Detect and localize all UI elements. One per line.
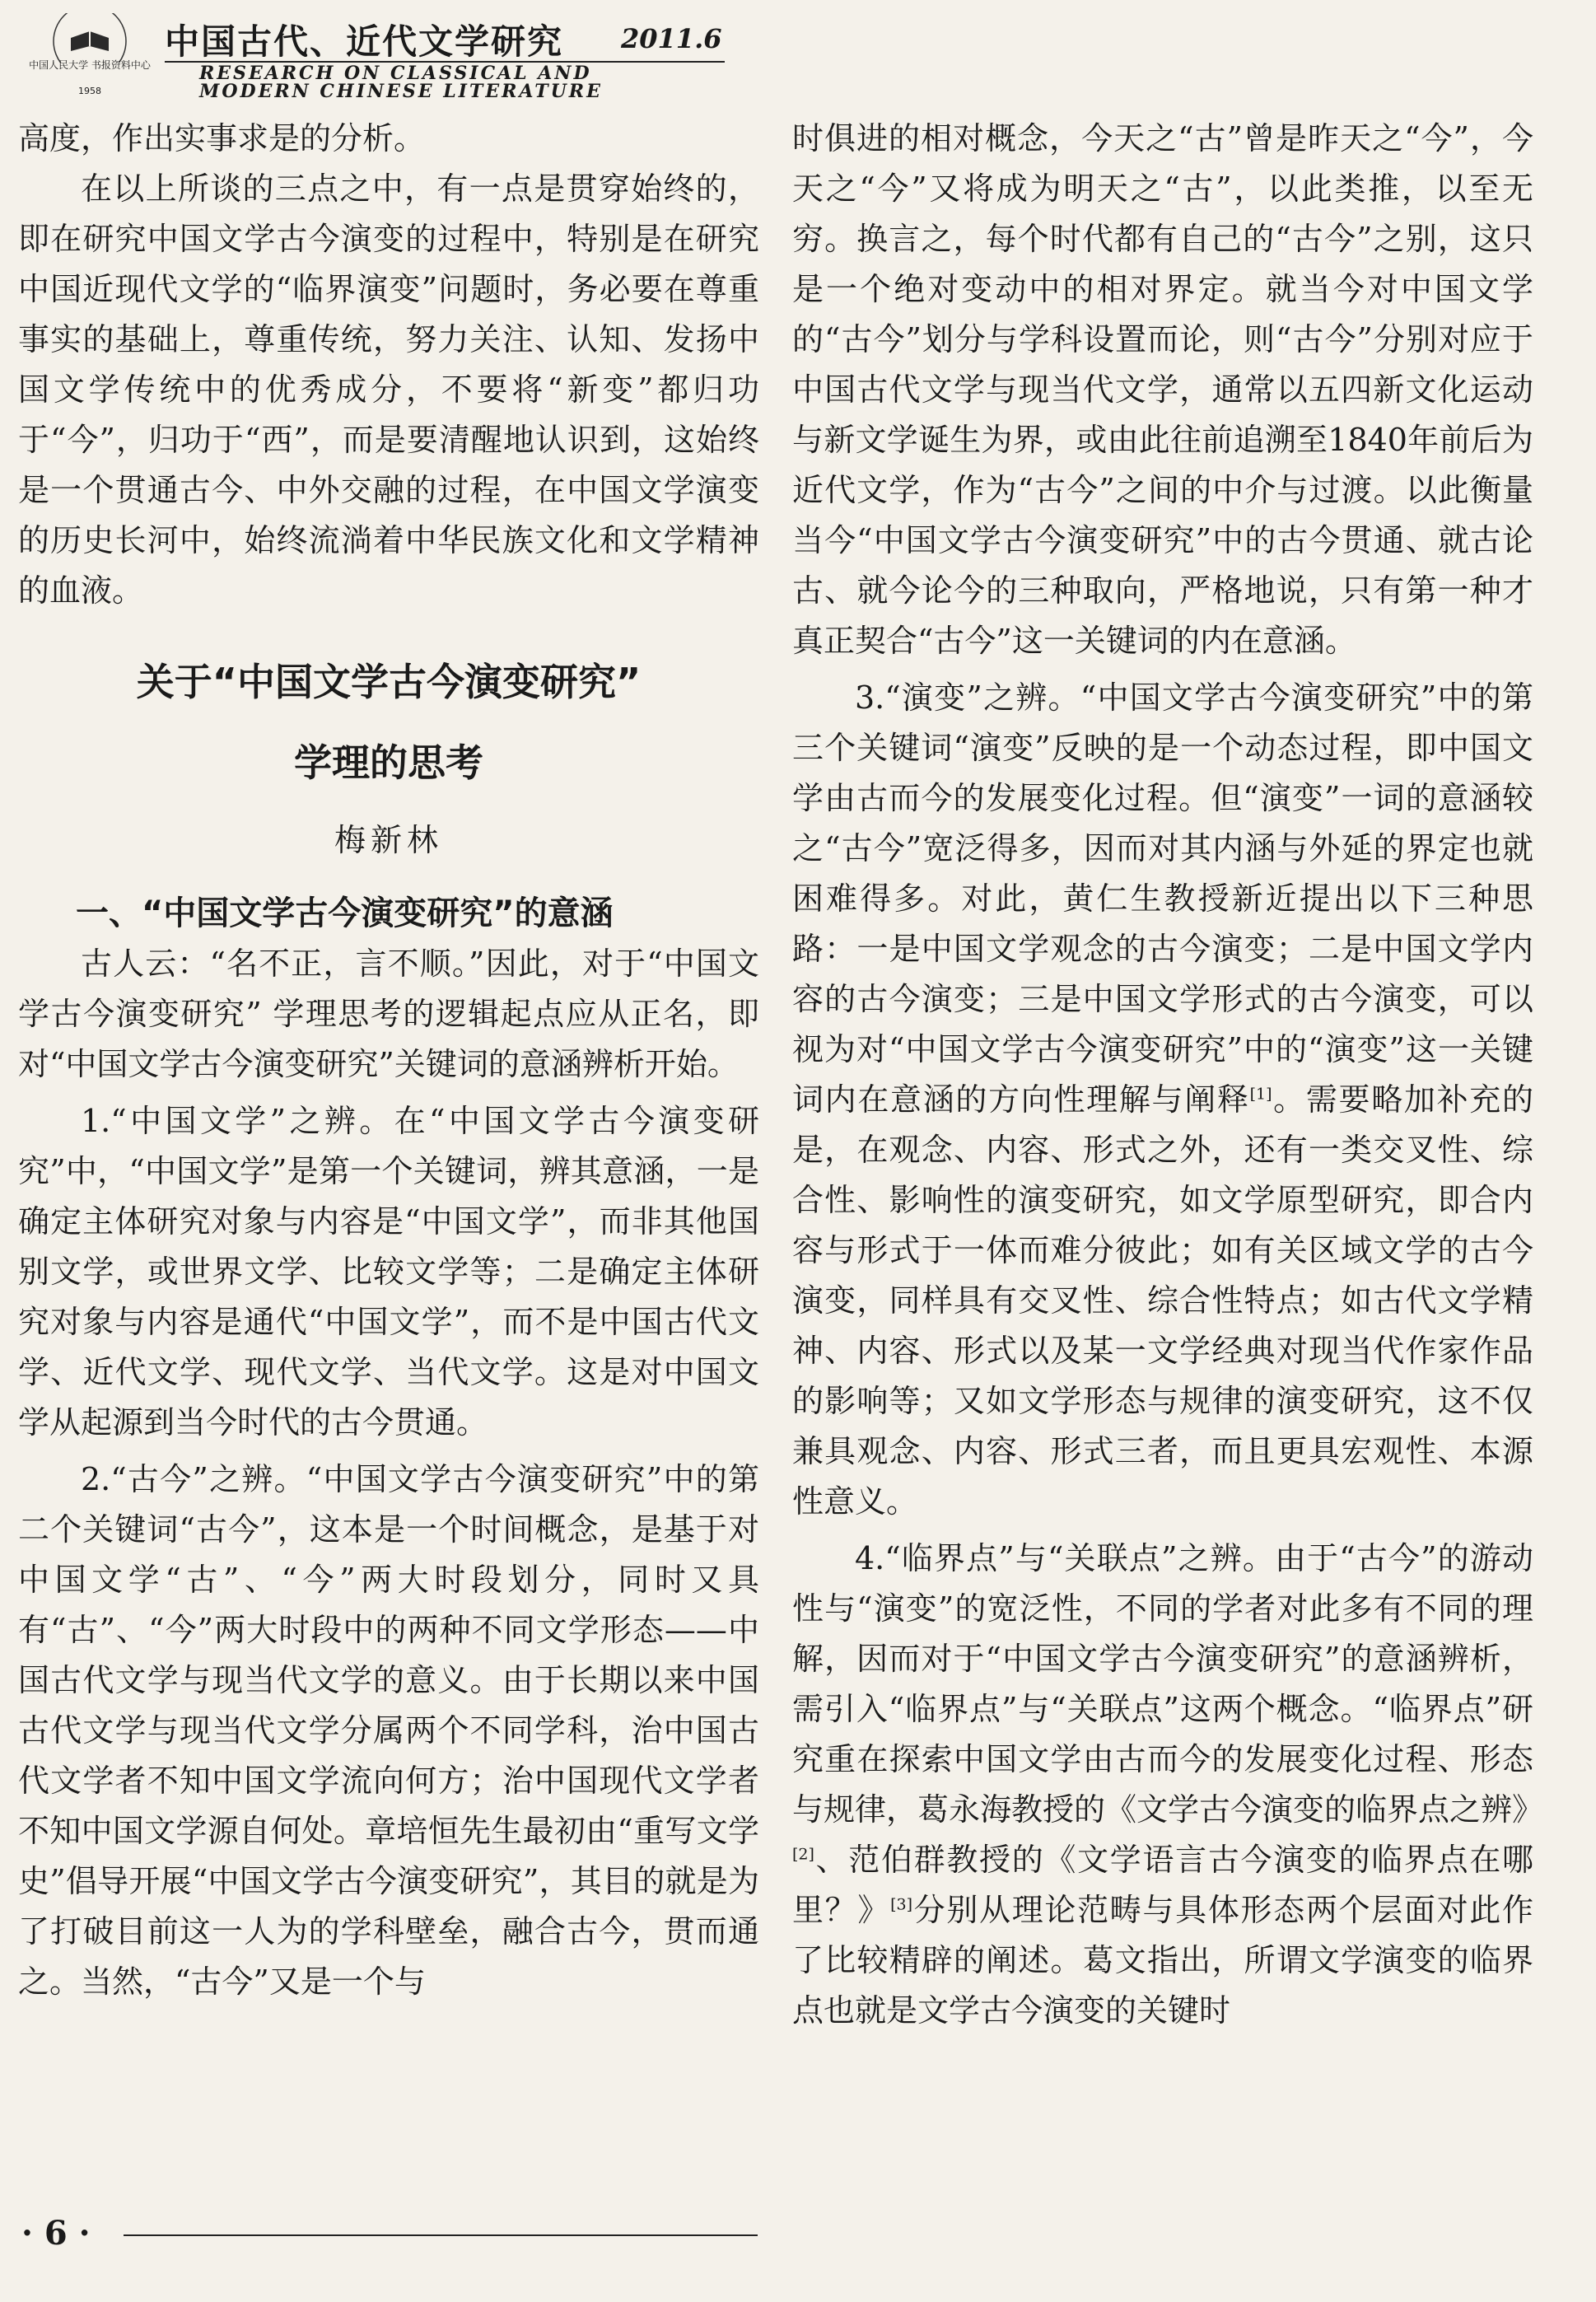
footnote-ref: [1] bbox=[1249, 1085, 1272, 1104]
footnote-ref: [3] bbox=[890, 1895, 912, 1914]
paragraph: 高度，作出实事求是的分析。 bbox=[18, 120, 426, 156]
paragraph: 1.“中国文学”之辨。在“中国文学古今演变研究”中，“中国文学”是第一个关键词，辨其意涵，一是确定主体研究对象与内容是“中国文学”，而非其他国别文学，或世界文学、比较文学等；二是确定主体研究对象与内容是通代“中国文学”，而不是中国古代文学、近代文学、现代文学、当代文学。这是对中国文学从起源到当今时代的古今贯通。 bbox=[18, 1103, 759, 1441]
journal-title-en-line2: MODERN CHINESE LITERATURE bbox=[199, 81, 603, 102]
paragraph-text: 。需要略加补充的是，在观念、内容、形式之外，还有一类交叉性、综合性、影响性的演变研究，如文学原型研究，即合内容与形式于一体而难分彼此；如有关区域文学的古今演变，同样具有交叉性、综合性特点；如古代文学精神、内容、形式以及某一文学经典对现当代作家作品的影响等；又如文学形态与规律的演变研究，这不仅兼具观念、内容、形式三者，而且更具宏观性、本源性意义。 bbox=[792, 1081, 1533, 1520]
article-title: 关于“中国文学古今演变研究” bbox=[136, 660, 642, 704]
library-year: 1958 bbox=[78, 86, 101, 96]
left-column bbox=[18, 114, 759, 2007]
paragraph-text: 4.“临界点”与“关联点”之辨。由于“古今”的游动性与“演变”的宽泛性，不同的学者对此多有不同的理解，因而对于“中国文学古今演变研究”的意涵辨析，需引入“临界点”与“关联点”这两个概念。“临界点”研究重在探索中国文学由古而今的发展变化过程、形态与规律，葛永海教授的《文学古今演变的临界点之辨》 bbox=[792, 1540, 1544, 1828]
paragraph bbox=[792, 673, 1533, 1527]
paragraph: 2.“古今”之辨。“中国文学古今演变研究”中的第二个关键词“古今”，这本是一个时间概念，是基于对中国文学“古”、“今”两大时段划分，同时又具有“古”、“今”两大时段中的两种不同文学形态——中国古代文学与现当代文学的意义。由于长期以来中国古代文学与现当代文学分属两个不同学科，治中国古代文学者不知中国文学流向何方；治中国现代文学者不知中国文学源自何处。章培恒先生最初由“重写文学史”倡导开展“中国文学古今演变研究”，其目的就是为了打破目前这一人为的学科壁垒，融合古今，贯而通之。当然，“古今”又是一个与 bbox=[18, 1461, 759, 2000]
paragraph: 古人云：“名不正，言不顺。”因此，对于“中国文学古今演变研究” 学理思考的逻辑起点应从正名，即对“中国文学古今演变研究”关键词的意涵辨析开始。 bbox=[18, 946, 759, 1082]
paragraph-text: 、范伯群教授的《文学语言古今演变的临界点在哪里？》 bbox=[792, 1842, 1533, 1928]
section-heading: 一、“中国文学古今演变研究”的意涵 bbox=[76, 894, 614, 932]
paragraph: 时俱进的相对概念，今天之“古”曾是昨天之“今”，今天之“今”又将成为明天之“古”，以此类推，以至无穷。换言之，每个时代都有自己的“古今”之别，这只是一个绝对变动中的相对界定。就当今对中国文学的“古今”划分与学科设置而论，则“古今”分别对应于中国古代文学与现当代文学，通常以五四新文化运动与新文学诞生为界，或由此往前追溯至1840年前后为近代文学，作为“古今”之间的中介与过渡。以此衡量当今“中国文学古今演变研究”中的古今贯通、就古论古、就今论今的三种取向，严格地说，只有第一种才真正契合“古今”这一关键词的内在意涵。 bbox=[792, 120, 1533, 659]
paragraph-text: 分别从理论范畴与具体形态两个层面对此作了比较精辟的阐述。葛文指出，所谓文学演变的临界点也就是文学古今演变的关键时 bbox=[792, 1892, 1533, 2029]
right-column bbox=[792, 114, 1544, 2036]
paragraph: 在以上所谈的三点之中，有一点是贯穿始终的，即在研究中国文学古今演变的过程中，特别是在研究中国近现代文学的“临界演变”问题时，务必要在尊重事实的基础上，尊重传统，努力关注、认知、发扬中国文学传统中的优秀成分，不要将“新变”都归功于“今”，归功于“西”，而是要清醒地认识到，这始终是一个贯通古今、中外交融的过程，在中国文学演变的历史长河中，始终流淌着中华民族文化和文学精神的血液。 bbox=[18, 170, 759, 609]
journal-title-en-line1: RESEARCH ON CLASSICAL AND bbox=[199, 63, 592, 84]
book-emblem-icon bbox=[28, 13, 152, 63]
journal-title-en bbox=[199, 64, 726, 100]
library-name: 中国人民大学 书报资料中心 bbox=[29, 59, 151, 71]
library-logo bbox=[28, 13, 152, 99]
paragraph-text: 3.“演变”之辨。“中国文学古今演变研究”中的第三个关键词“演变”反映的是一个动态过程，即中国文学由古而今的发展变化过程。但“演变”一词的意涵较之“古今”宽泛得多，因而对其内涵与外延的界定也就困难得多。对此，黄仁生教授新近提出以下三种思路：一是中国文学观念的古今演变；二是中国文学内容的古今演变；三是中国文学形式的古今演变，可以视为对“中国文学古今演变研究”中的“演变”这一关键词内在意涵的方向性理解与阐释 bbox=[792, 679, 1533, 1118]
footer-rule bbox=[124, 2234, 758, 2236]
footnote-ref: [2] bbox=[792, 1845, 814, 1864]
paragraph bbox=[792, 1534, 1544, 2036]
masthead bbox=[18, 8, 842, 102]
author-name: 梅新林 bbox=[334, 822, 443, 858]
journal-title-cn: 中国古代、近代文学研究 bbox=[165, 21, 564, 62]
page-number: · 6 · bbox=[21, 2214, 91, 2253]
issue-number: 2011.6 bbox=[621, 23, 722, 54]
article-subtitle: 学理的思考 bbox=[294, 740, 483, 785]
